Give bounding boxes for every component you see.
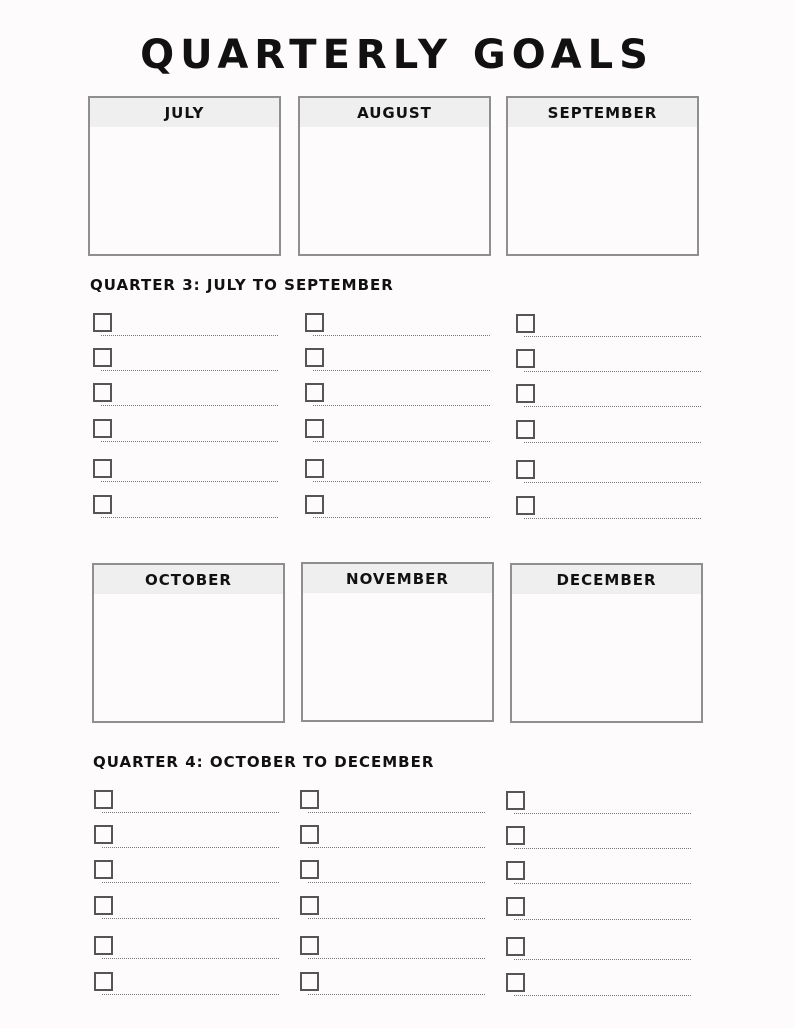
month-box-december[interactable] [510,563,703,723]
goal-write-line[interactable] [313,517,490,518]
goal-checkbox[interactable] [94,860,113,879]
goal-write-line[interactable] [102,918,279,919]
goal-write-line[interactable] [308,812,485,813]
goal-item [94,860,284,890]
goal-checkbox[interactable] [93,313,112,332]
goal-item [305,459,495,489]
goal-item [506,937,696,967]
goal-checkbox[interactable] [506,826,525,845]
goal-checkbox[interactable] [300,860,319,879]
goal-item [506,826,696,856]
goal-item [93,419,283,449]
goal-checkbox[interactable] [93,348,112,367]
goal-write-line[interactable] [101,405,278,406]
goal-item [516,349,706,379]
month-box-november[interactable] [301,562,494,722]
goal-write-line[interactable] [514,883,691,884]
goal-item [300,790,490,820]
goal-write-line[interactable] [101,370,278,371]
goal-item [305,383,495,413]
goal-write-line[interactable] [313,335,490,336]
goal-write-line[interactable] [524,406,701,407]
goal-item [305,495,495,525]
month-header: AUGUST [300,98,489,127]
goal-checkbox[interactable] [516,496,535,515]
goal-item [300,972,490,1002]
quarter-4-label: QUARTER 4: OCTOBER TO DECEMBER [93,753,435,771]
goal-checkbox[interactable] [305,383,324,402]
goal-checkbox[interactable] [94,790,113,809]
month-header: NOVEMBER [303,564,492,593]
goal-item [516,460,706,490]
month-header: OCTOBER [94,565,283,594]
goal-write-line[interactable] [308,994,485,995]
goal-checkbox[interactable] [305,495,324,514]
goal-item [516,420,706,450]
goal-write-line[interactable] [524,336,701,337]
goal-write-line[interactable] [313,370,490,371]
goal-write-line[interactable] [524,482,701,483]
goal-checkbox[interactable] [305,419,324,438]
goal-write-line[interactable] [514,848,691,849]
goal-item [300,860,490,890]
goal-write-line[interactable] [102,847,279,848]
goal-item [305,348,495,378]
goal-write-line[interactable] [514,959,691,960]
goal-write-line[interactable] [308,958,485,959]
goal-checkbox[interactable] [516,420,535,439]
goal-write-line[interactable] [308,918,485,919]
goal-item [94,972,284,1002]
goal-item [305,419,495,449]
goal-item [506,861,696,891]
goal-item [93,459,283,489]
goal-write-line[interactable] [524,442,701,443]
goal-item [94,825,284,855]
goal-write-line[interactable] [102,812,279,813]
goal-item [506,791,696,821]
month-box-august[interactable] [298,96,491,256]
goal-item [516,496,706,526]
quarter-3-label: QUARTER 3: JULY TO SEPTEMBER [90,276,394,294]
goal-item [94,936,284,966]
month-box-july[interactable] [88,96,281,256]
goal-write-line[interactable] [524,518,701,519]
goal-write-line[interactable] [308,847,485,848]
goal-item [94,896,284,926]
goal-checkbox[interactable] [94,972,113,991]
goal-item [94,790,284,820]
goal-item [300,896,490,926]
goal-checkbox[interactable] [94,825,113,844]
goal-item [93,383,283,413]
goal-write-line[interactable] [313,405,490,406]
goal-checkbox[interactable] [506,937,525,956]
goal-write-line[interactable] [514,919,691,920]
goal-checkbox[interactable] [506,973,525,992]
goal-checkbox[interactable] [94,936,113,955]
goal-checkbox[interactable] [94,896,113,915]
goal-item [516,384,706,414]
goal-item [506,897,696,927]
goal-checkbox[interactable] [506,897,525,916]
goal-checkbox[interactable] [300,825,319,844]
goal-write-line[interactable] [308,882,485,883]
goal-checkbox[interactable] [305,313,324,332]
month-box-october[interactable] [92,563,285,723]
goal-checkbox[interactable] [93,459,112,478]
goal-item [93,313,283,343]
goal-checkbox[interactable] [93,419,112,438]
goal-write-line[interactable] [514,995,691,996]
goal-checkbox[interactable] [300,790,319,809]
goal-checkbox[interactable] [305,348,324,367]
goal-write-line[interactable] [102,994,279,995]
goal-checkbox[interactable] [506,791,525,810]
goal-write-line[interactable] [313,441,490,442]
goal-checkbox[interactable] [93,495,112,514]
month-header: JULY [90,98,279,127]
goal-write-line[interactable] [524,371,701,372]
goal-write-line[interactable] [102,882,279,883]
goal-checkbox[interactable] [516,384,535,403]
goal-write-line[interactable] [102,958,279,959]
goal-write-line[interactable] [514,813,691,814]
goal-checkbox[interactable] [93,383,112,402]
goal-write-line[interactable] [101,335,278,336]
goal-checkbox[interactable] [506,861,525,880]
month-header: SEPTEMBER [508,98,697,127]
goal-checkbox[interactable] [300,972,319,991]
goal-item [305,313,495,343]
goal-checkbox[interactable] [305,459,324,478]
goal-checkbox[interactable] [516,460,535,479]
goal-item [300,825,490,855]
goal-write-line[interactable] [101,441,278,442]
month-header: DECEMBER [512,565,701,594]
goal-checkbox[interactable] [300,936,319,955]
goal-item [300,936,490,966]
goal-item [93,348,283,378]
goal-item [506,973,696,1003]
goal-item [516,314,706,344]
goal-checkbox[interactable] [516,314,535,333]
goal-write-line[interactable] [101,517,278,518]
goal-write-line[interactable] [313,481,490,482]
goal-checkbox[interactable] [516,349,535,368]
goal-item [93,495,283,525]
goal-write-line[interactable] [101,481,278,482]
month-box-september[interactable] [506,96,699,256]
goal-checkbox[interactable] [300,896,319,915]
page-title: QUARTERLY GOALS [140,32,654,78]
